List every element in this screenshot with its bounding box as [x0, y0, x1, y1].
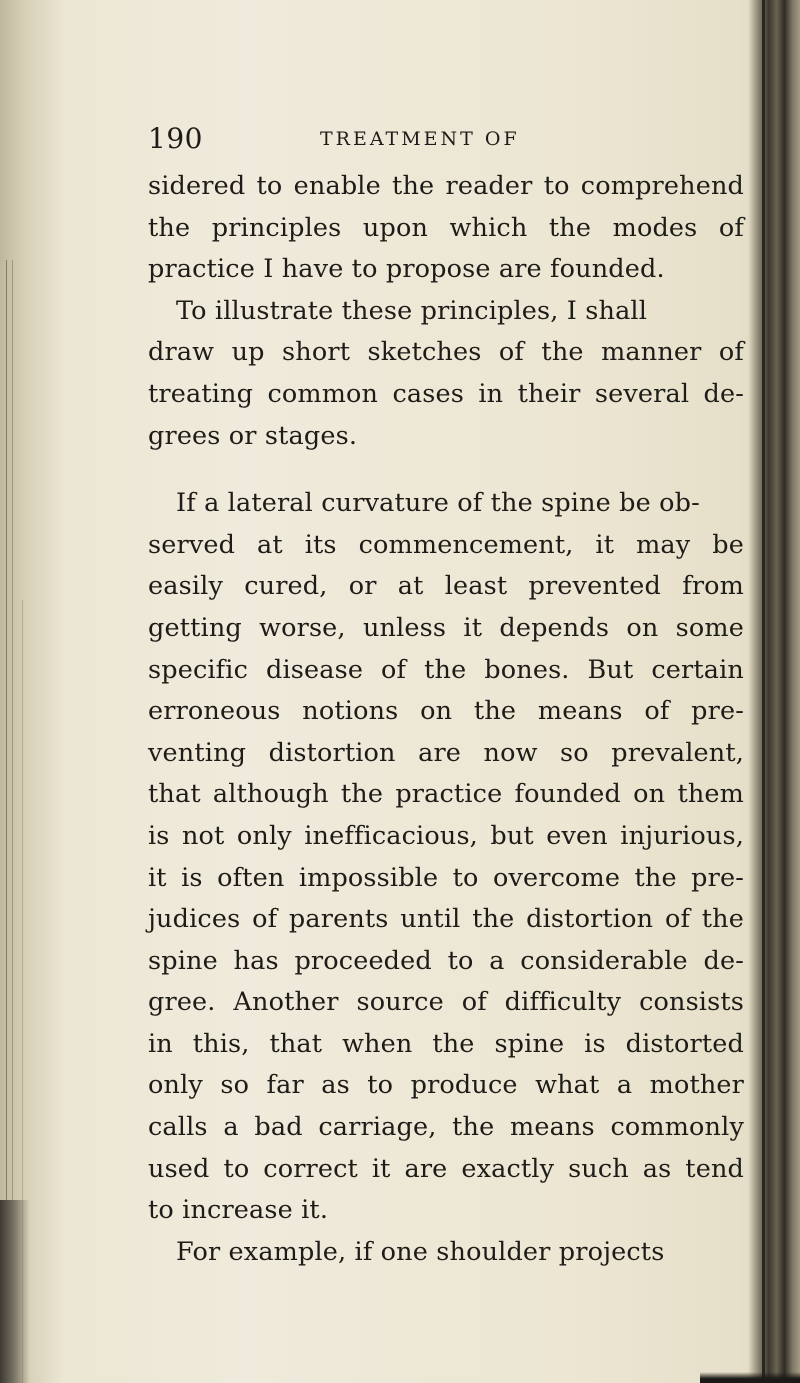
text-line: judices of parents until the distortion of the [148, 904, 744, 935]
text-line: used to correct it are exactly such as tend [148, 1153, 744, 1184]
binding-gutter [0, 0, 64, 1383]
text-line: treating common cases in their several de- [148, 378, 744, 409]
text-line: venting distortion are now so prevalent, [148, 737, 744, 768]
text-line: erroneous notions on the means of pre- [148, 696, 744, 727]
text-line: that although the practice founded on them [148, 779, 744, 810]
text-line: served at its commencement, it may be [148, 529, 744, 560]
text-line: specific disease of the bones. But certain [148, 654, 744, 685]
text-line: gree. Another source of difficulty consists [148, 987, 744, 1018]
paragraph-gap [148, 457, 748, 483]
text-line: getting worse, unless it depends on some [148, 612, 744, 643]
text-line: grees or stages. [148, 420, 358, 451]
body-text [148, 166, 748, 1273]
page-edge-right [748, 0, 800, 1383]
page-corner-shadow [700, 1372, 800, 1383]
text-line: sidered to enable the reader to comprehend [148, 171, 744, 201]
page-edge-line [762, 0, 765, 1383]
text-line: it is often impossible to overcome the pre- [148, 862, 744, 893]
text-line: calls a bad carriage, the means commonly [148, 1112, 744, 1143]
text-line: easily cured, or at least prevented from [148, 571, 744, 602]
page-number: 190 [148, 122, 203, 155]
text-line: spine has proceeded to a considerable de- [148, 945, 744, 976]
text-line: the principles upon which the modes of [148, 212, 744, 243]
text-line: draw up short sketches of the manner of [148, 337, 744, 368]
text-line: To illustrate these principles, I shall [176, 295, 648, 326]
text-line: is not only inefficacious, but even injurious, [148, 820, 744, 851]
text-line: to increase it. [148, 1195, 329, 1226]
text-line: only so far as to produce what a mother [148, 1070, 744, 1101]
text-line: For example, if one shoulder projects [176, 1236, 665, 1267]
gutter-shadow [0, 1200, 30, 1383]
text-line: If a lateral curvature of the spine be ob- [176, 488, 700, 519]
text-line: practice I have to propose are founded. [148, 254, 665, 285]
text-line: in this, that when the spine is distorted [148, 1028, 744, 1059]
page-header [148, 122, 728, 162]
running-head: TREATMENT OF [320, 128, 520, 150]
